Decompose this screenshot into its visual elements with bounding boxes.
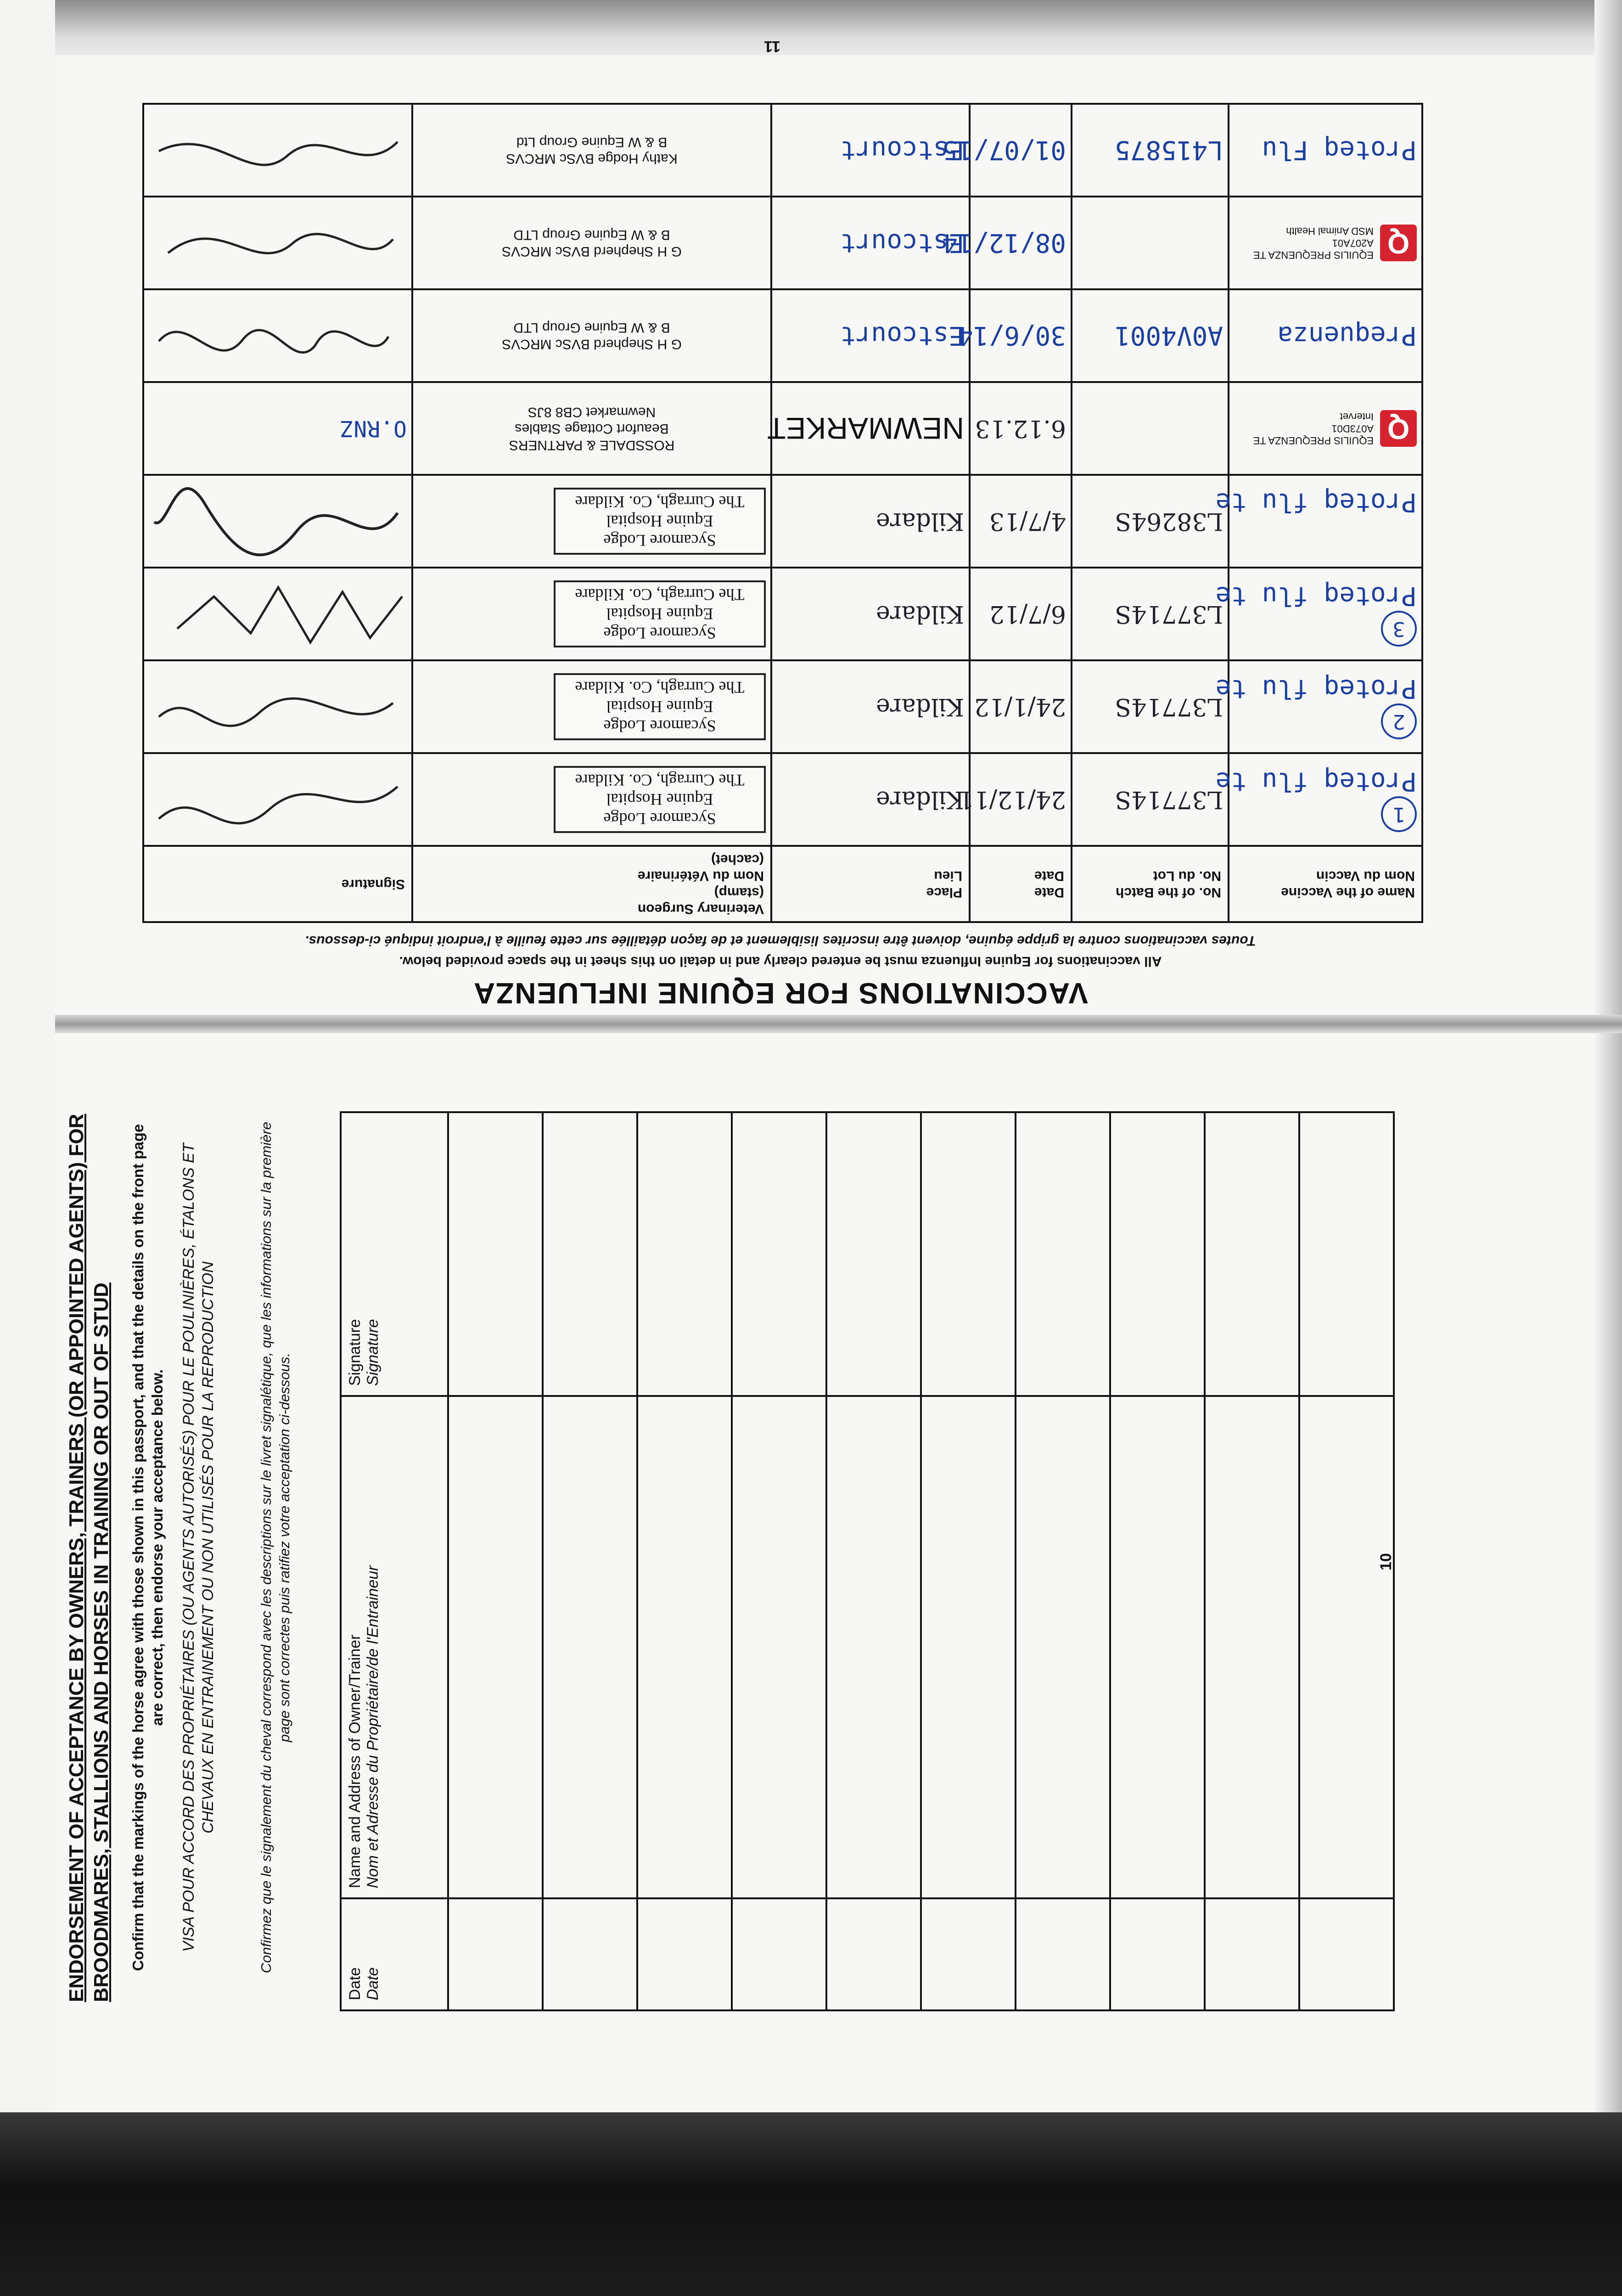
owner-column-header: Name and Address of Owner/Trainer Nom et Adresse du Propriétaire/de l'Entraineur [341, 1396, 448, 1898]
table-row [826, 1112, 921, 2010]
batch-cell [1072, 197, 1229, 289]
vaccination-header-row [143, 846, 1422, 922]
row-marker: 2 [1381, 704, 1417, 740]
signature-cell [143, 197, 412, 289]
table-row [543, 1112, 637, 2010]
scanner-bottom-edge [0, 2112, 1622, 2296]
vet-stamp: Sycamore Lodge Equine Hospital The Curragh, Co. Kildare [554, 673, 766, 740]
date-cell: 30/6/14 [970, 289, 1072, 382]
vet-stamp: ROSSDALE & PARTNERS Beaufort Cottage Stables Newmarket CB8 8JS [509, 405, 675, 453]
vet-stamp-cell [412, 104, 771, 197]
vaccinations-note-fr: Toutes vaccinations contre la grippe équine, doivent être inscrites lisiblement et de façon détaillée sur cette feuille à l'endroit indiqué ci-dessous. [305, 933, 1256, 948]
endorsement-instruction-fr: VISA POUR ACCORD DES PROPRIÉTAIRES (OU AGENTS AUTORISÉS) POUR LE POULINIÈRES, ÉTALONS ET CHEVAUX EN ENTRAINEMENT OU NON UTILISÉS POUR LA REPRODUCTION [180, 1143, 217, 1952]
page-number-10: 10 [1377, 1553, 1395, 1570]
signature-scribble [150, 300, 407, 374]
vaccine-cell [1229, 382, 1422, 475]
table-row [921, 1112, 1016, 2010]
vet-stamp-cell [412, 568, 771, 660]
signature-cell [143, 660, 412, 753]
vaccine-cell: Proteq Flu [1229, 104, 1422, 197]
batch-cell: A0V4001 [1072, 289, 1229, 382]
table-row [143, 660, 1422, 753]
place-cell: Estcourt [771, 197, 970, 289]
vet-stamp-cell [412, 475, 771, 568]
signature-cell [143, 753, 412, 846]
place-cell: Kildare [771, 475, 970, 568]
batch-cell [1072, 382, 1229, 475]
place-cell: NEWMARKET [771, 382, 970, 475]
place-cell: Kildare [771, 568, 970, 660]
vet-stamp-cell [412, 289, 771, 382]
table-row [143, 568, 1422, 660]
vet-column-header: Veterinary Surgeon (stamp) Nom du Vétérinaire (cachet) [412, 846, 771, 922]
signature-scribble [150, 115, 407, 188]
date-cell: 6/7/12 [970, 568, 1072, 660]
table-row [1016, 1112, 1110, 2010]
page-number-11: 11 [764, 38, 780, 55]
table-row [1110, 1112, 1205, 2010]
vet-initials: O.RNZ [340, 416, 407, 441]
table-row [1205, 1112, 1299, 2010]
vet-stamp: Sycamore Lodge Equine Hospital The Curragh, Co. Kildare [554, 580, 766, 647]
date-cell: 08/12/14 [970, 197, 1072, 289]
page-11 [92, 32, 1423, 1010]
place-cell: Kildare [771, 660, 970, 753]
vet-stamp: Kathy Hodge BVSc MRCVS B & W Equine Group Ltd [506, 135, 678, 166]
date-cell: 4/7/13 [970, 475, 1072, 568]
table-row [732, 1112, 826, 2010]
table-row [637, 1112, 732, 2010]
signature-cell [143, 568, 412, 660]
place-cell: Estcourt [771, 104, 970, 197]
vaccine-cell: Prequenza [1229, 289, 1422, 382]
date-cell: 01/07/15 [970, 104, 1072, 197]
batch-cell: L38264S [1072, 475, 1229, 568]
vaccine-column-header: Name of the Vaccine Nom du Vaccin [1229, 846, 1422, 922]
row-marker: 1 [1381, 797, 1417, 833]
signature-column-header: Signature [143, 846, 412, 922]
passport-fold [55, 1015, 1622, 1033]
date-column-header: Date Date [970, 846, 1072, 922]
vaccine-label-sticker: Q EQUILIS PREQUENZA TE A073D01 Intervet [1234, 410, 1417, 447]
vet-stamp: Sycamore Lodge Equine Hospital The Curragh, Co. Kildare [554, 488, 766, 555]
place-column-header: Place Lieu [771, 846, 970, 922]
signature-scribble [150, 208, 407, 281]
date-cell: 24/12/11 [970, 753, 1072, 846]
vaccination-table [142, 103, 1423, 923]
batch-cell: L415875 [1072, 104, 1229, 197]
q-logo-icon: Q [1380, 225, 1417, 261]
vet-stamp-cell [412, 753, 771, 846]
signature-cell [143, 382, 412, 475]
table-row [143, 289, 1422, 382]
vaccinations-title: VACCINATIONS FOR EQUINE INFLUENZA [472, 977, 1089, 1010]
place-cell: Kildare [771, 753, 970, 846]
signature-scribble [150, 764, 407, 838]
scan-right-edge [1594, 0, 1622, 2112]
vet-stamp-cell [412, 197, 771, 289]
date-cell: 6.12.13 [970, 382, 1072, 475]
signature-scribble [150, 486, 407, 559]
q-logo-icon: Q [1380, 410, 1417, 447]
signature-cell [143, 289, 412, 382]
table-row [143, 104, 1422, 197]
table-row [143, 197, 1422, 289]
vaccine-cell [1229, 197, 1422, 289]
date-column-header: Date Date [341, 1898, 448, 2010]
vet-stamp-cell [412, 382, 771, 475]
table-row [143, 475, 1422, 568]
place-cell: Estcourt [771, 289, 970, 382]
endorsement-header-row [341, 1112, 448, 2010]
signature-scribble [150, 579, 407, 652]
batch-cell: L37714S [1072, 568, 1229, 660]
vet-stamp-cell [412, 660, 771, 753]
vaccinations-note-en: All vaccinations for Equine Influenza must be entered clearly and in detail on this sheet in the space provided below. [399, 954, 1162, 969]
batch-cell: L37714S [1072, 660, 1229, 753]
table-row [448, 1112, 543, 2010]
endorsement-heading: ENDORSEMENT OF ACCEPTANCE BY OWNERS, TRAINERS (OR APPOINTED AGENTS) FOR BROODMARES, STALLIONS AND HORSES IN TRAINING OR OUT OF STUD [65, 1114, 112, 2002]
signature-scribble [150, 671, 407, 745]
page-10 [55, 1079, 1432, 2030]
signature-cell [143, 104, 412, 197]
endorsement-table [340, 1111, 1395, 2011]
signature-column-header: Signature Signature [341, 1112, 448, 1396]
date-cell: 24/1/12 [970, 660, 1072, 753]
vaccine-cell: Proteq flu te [1229, 475, 1422, 568]
vaccine-cell: 3 Proteq flu te [1229, 568, 1422, 660]
vaccine-cell: 2 Proteq flu te [1229, 660, 1422, 753]
table-row [143, 382, 1422, 475]
endorsement-instruction-en: Confirm that the markings of the horse agree with those shown in this passport, and that the details on the front page are correct, then endorse your acceptance below. [129, 1124, 166, 1971]
vaccine-cell: 1 Proteq flu te [1229, 753, 1422, 846]
vet-stamp: G H Shepherd BVSc MRCVS B & W Equine Group LTD [502, 320, 682, 352]
batch-column-header: No. of the Batch No. du Lot [1072, 846, 1229, 922]
vet-stamp: G H Shepherd BVSc MRCVS B & W Equine Group LTD [502, 227, 682, 259]
table-row [143, 753, 1422, 846]
signature-cell [143, 475, 412, 568]
endorsement-confirm-fr: Confirmez que le signalement du cheval correspond avec les descriptions sur le livret signalétique, que les informations sur la première page sont correctes puis ratifiez votre acceptation ci-dessous. [258, 1121, 292, 1974]
vet-stamp: Sycamore Lodge Equine Hospital The Curragh, Co. Kildare [554, 766, 766, 833]
vaccine-label-sticker: Q EQUILIS PREQUENZA TE A207A01 MSD Animal Health [1234, 225, 1417, 261]
batch-cell: L37714S [1072, 753, 1229, 846]
row-marker: 3 [1381, 611, 1417, 647]
